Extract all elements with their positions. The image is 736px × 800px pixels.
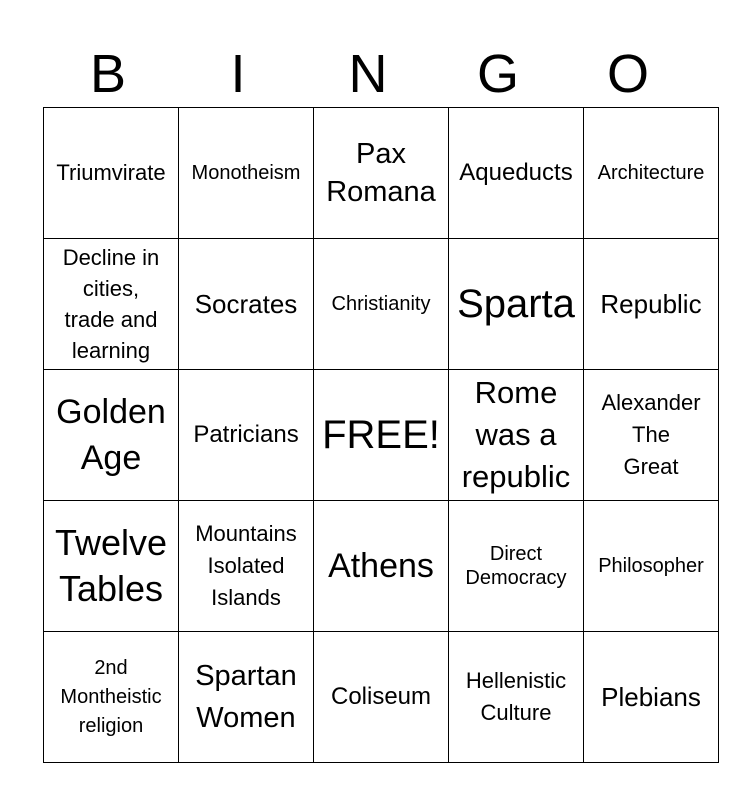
board-row — [44, 108, 719, 239]
bingo-cell: Direct Democracy — [449, 501, 584, 632]
header-letter-i: I — [230, 44, 246, 104]
bingo-cell: Athens — [314, 501, 449, 632]
bingo-cell: Alexander The Great — [584, 370, 719, 501]
bingo-cell: Architecture — [584, 108, 719, 239]
bingo-cell: Pax Romana — [314, 108, 449, 239]
bingo-cell: Spartan Women — [179, 632, 314, 763]
bingo-cell: Coliseum — [314, 632, 449, 763]
board-row — [44, 239, 719, 370]
bingo-cell: Rome was a republic — [449, 370, 584, 501]
header-letter-o: O — [606, 44, 649, 104]
bingo-cell: Aqueducts — [449, 108, 584, 239]
board-row — [44, 370, 719, 501]
bingo-cell: Monotheism — [179, 108, 314, 239]
bingo-cell: Golden Age — [44, 370, 179, 501]
bingo-board — [43, 107, 719, 763]
bingo-cell: Socrates — [179, 239, 314, 370]
board-row — [44, 501, 719, 632]
bingo-header — [43, 40, 693, 108]
bingo-cell: Triumvirate — [44, 108, 179, 239]
bingo-cell: Patricians — [179, 370, 314, 501]
bingo-cell: Mountains Isolated Islands — [179, 501, 314, 632]
free-space: FREE! — [314, 370, 449, 501]
bingo-cell: Hellenistic Culture — [449, 632, 584, 763]
bingo-cell: Republic — [584, 239, 719, 370]
bingo-cell: 2nd Montheistic religion — [44, 632, 179, 763]
bingo-cell: Twelve Tables — [44, 501, 179, 632]
board-row — [44, 632, 719, 763]
bingo-cell: Decline in cities, trade and learning — [44, 239, 179, 370]
bingo-cell: Plebians — [584, 632, 719, 763]
header-letter-b: B — [89, 44, 127, 104]
bingo-cell: Philosopher — [584, 501, 719, 632]
bingo-cell: Christianity — [314, 239, 449, 370]
header-letter-n: N — [348, 44, 388, 104]
header-letter-g: G — [476, 44, 519, 104]
bingo-cell: Sparta — [449, 239, 584, 370]
